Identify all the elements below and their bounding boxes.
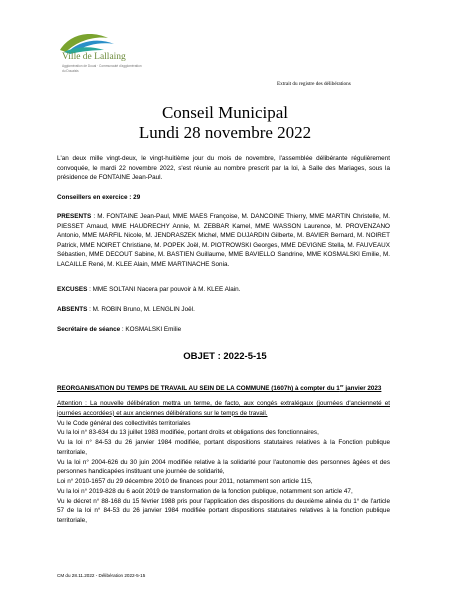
excuses-text: : MME SOLTANI Nacera par pouvoir à M. KLEE Alain. [87, 286, 241, 293]
vu-line: Vu la loi n° 83-634 du 13 juillet 1983 modifiée, portant droits et obligations des fonctionnaires, [57, 429, 319, 437]
secretaire-paragraph [57, 325, 390, 335]
vu-line: Vu la loi n° 2019-828 du 6 août 2019 de transformation de la fonction publique, notamment son article 47, [57, 487, 353, 495]
page-footer: CM du 28.11.2022 - Délibération 2022-5-15 [57, 573, 146, 578]
extract-label: Extrait du registre des délibérations [277, 81, 351, 87]
reorg-text: REORGANISATION DU TEMPS DE TRAVAIL AU SEIN DE LA COMMUNE (1607h) à compter du 1 [57, 385, 340, 393]
logo-subtitle: Agglomération de Douai · Communauté d'agglomération du Douaisis [62, 64, 142, 73]
vu-line: Vu la loi n° 84-53 du 26 janvier 1984 modifiée, portant dispositions statutaires relatives à la Fonction publique territoriale, [57, 439, 390, 456]
vu-line: Vu la loi n° 2004-626 du 30 juin 2004 modifiée relative à la solidarité pour l'autonomie des personnes âgées et des personnes handicapées instituant une journée de solidarité, [57, 458, 390, 476]
secretaire-label: Secrétaire de séance [57, 326, 121, 333]
intro-paragraph: L'an deux mille vingt-deux, le vingt-huitième jour du mois de novembre, l'assemblée délibérante régulièrement convoquée, le mardi 22 novembre 2022, s'est réunie au nombre prescrit par la loi, à Salle des Mariages, sous la présidence de FONTAINE Jean-Paul. [57, 155, 390, 182]
reorg-tail: janvier 2023 [343, 385, 382, 393]
document-title: Conseil Municipal [161, 103, 289, 122]
reorg-heading [57, 383, 390, 392]
logo-swoosh-icon [56, 30, 136, 54]
conseillers-count: Conseillers en exercice : 29 [57, 194, 141, 201]
vu-line: Loi n° 2010-1657 du 29 décembre 2010 de finances pour 2011, notamment son article 115, [57, 478, 313, 485]
absents-text: : M. ROBIN Bruno, M. LENGLIN Joël. [87, 306, 195, 313]
presents-list: : M. FONTAINE Jean-Paul, MME MAES Françoise, M. DANCOINE Thierry, MME MARTIN Christelle, M. PIESSET Arnaud, MME HAUDRECHY Annie, M. ZEBBAR Kamel, MME WASSON Laurence, M. PROVENZANO Antonio, MME MARFIL Nicole, M. JENDRASZEK Michel, MME DUJARDIN Gilberte, M. BAVIER Bernard, M. NOIRET Patrick, MME NOIRET Christiane, M. POPEK Joël, M. PIOTROWSKI Georges, MME DEVIGNE Stella, M. FAUVEAUX Sébastien, MME DECOUT Sabine, M. BASTIEN Guillaume, MME BAVIELLO Sandrine, MME KOSMALSKI Emilie, M. LACAILLE René, M. KLEE Alain, MME MARTINACHE Sonia. [57, 213, 390, 268]
attention-note: Attention : La nouvelle délibération mettra un terme, de facto, aux congés extralégaux (journées d'ancienneté et journées accordées) et aux anciennes délibérations sur le temps de travail. [57, 400, 390, 417]
reorg-sup: er [339, 383, 344, 388]
town-logo [56, 30, 142, 92]
absents-paragraph [57, 305, 390, 315]
secretaire-text: : KOSMALSKI Emilie [120, 326, 182, 333]
excuses-paragraph [57, 285, 390, 295]
excuses-label: EXCUSES [57, 286, 88, 293]
vu-line: Vu le décret n° 88-168 du 15 février 1988 pris pour l'application des dispositions du deuxième alinéa du 1° de l'article 57 de la loi n° 84-53 du 26 janvier 1984 modifiée portant dispositions statutaires relatives à la fonction publique territoriale, [57, 497, 390, 524]
vu-line: Vu le Code général des collectivités territoriales [57, 419, 191, 427]
meeting-date: Lundi 28 novembre 2022 [138, 123, 312, 142]
deliberation-body [57, 399, 390, 526]
logo-town-name: Ville de Lallaing [62, 52, 126, 62]
presents-label: PRESENTS [57, 213, 92, 220]
absents-label: ABSENTS [57, 306, 88, 313]
presents-paragraph [57, 212, 390, 270]
objet-heading: OBJET : 2022-5-15 [183, 351, 267, 362]
